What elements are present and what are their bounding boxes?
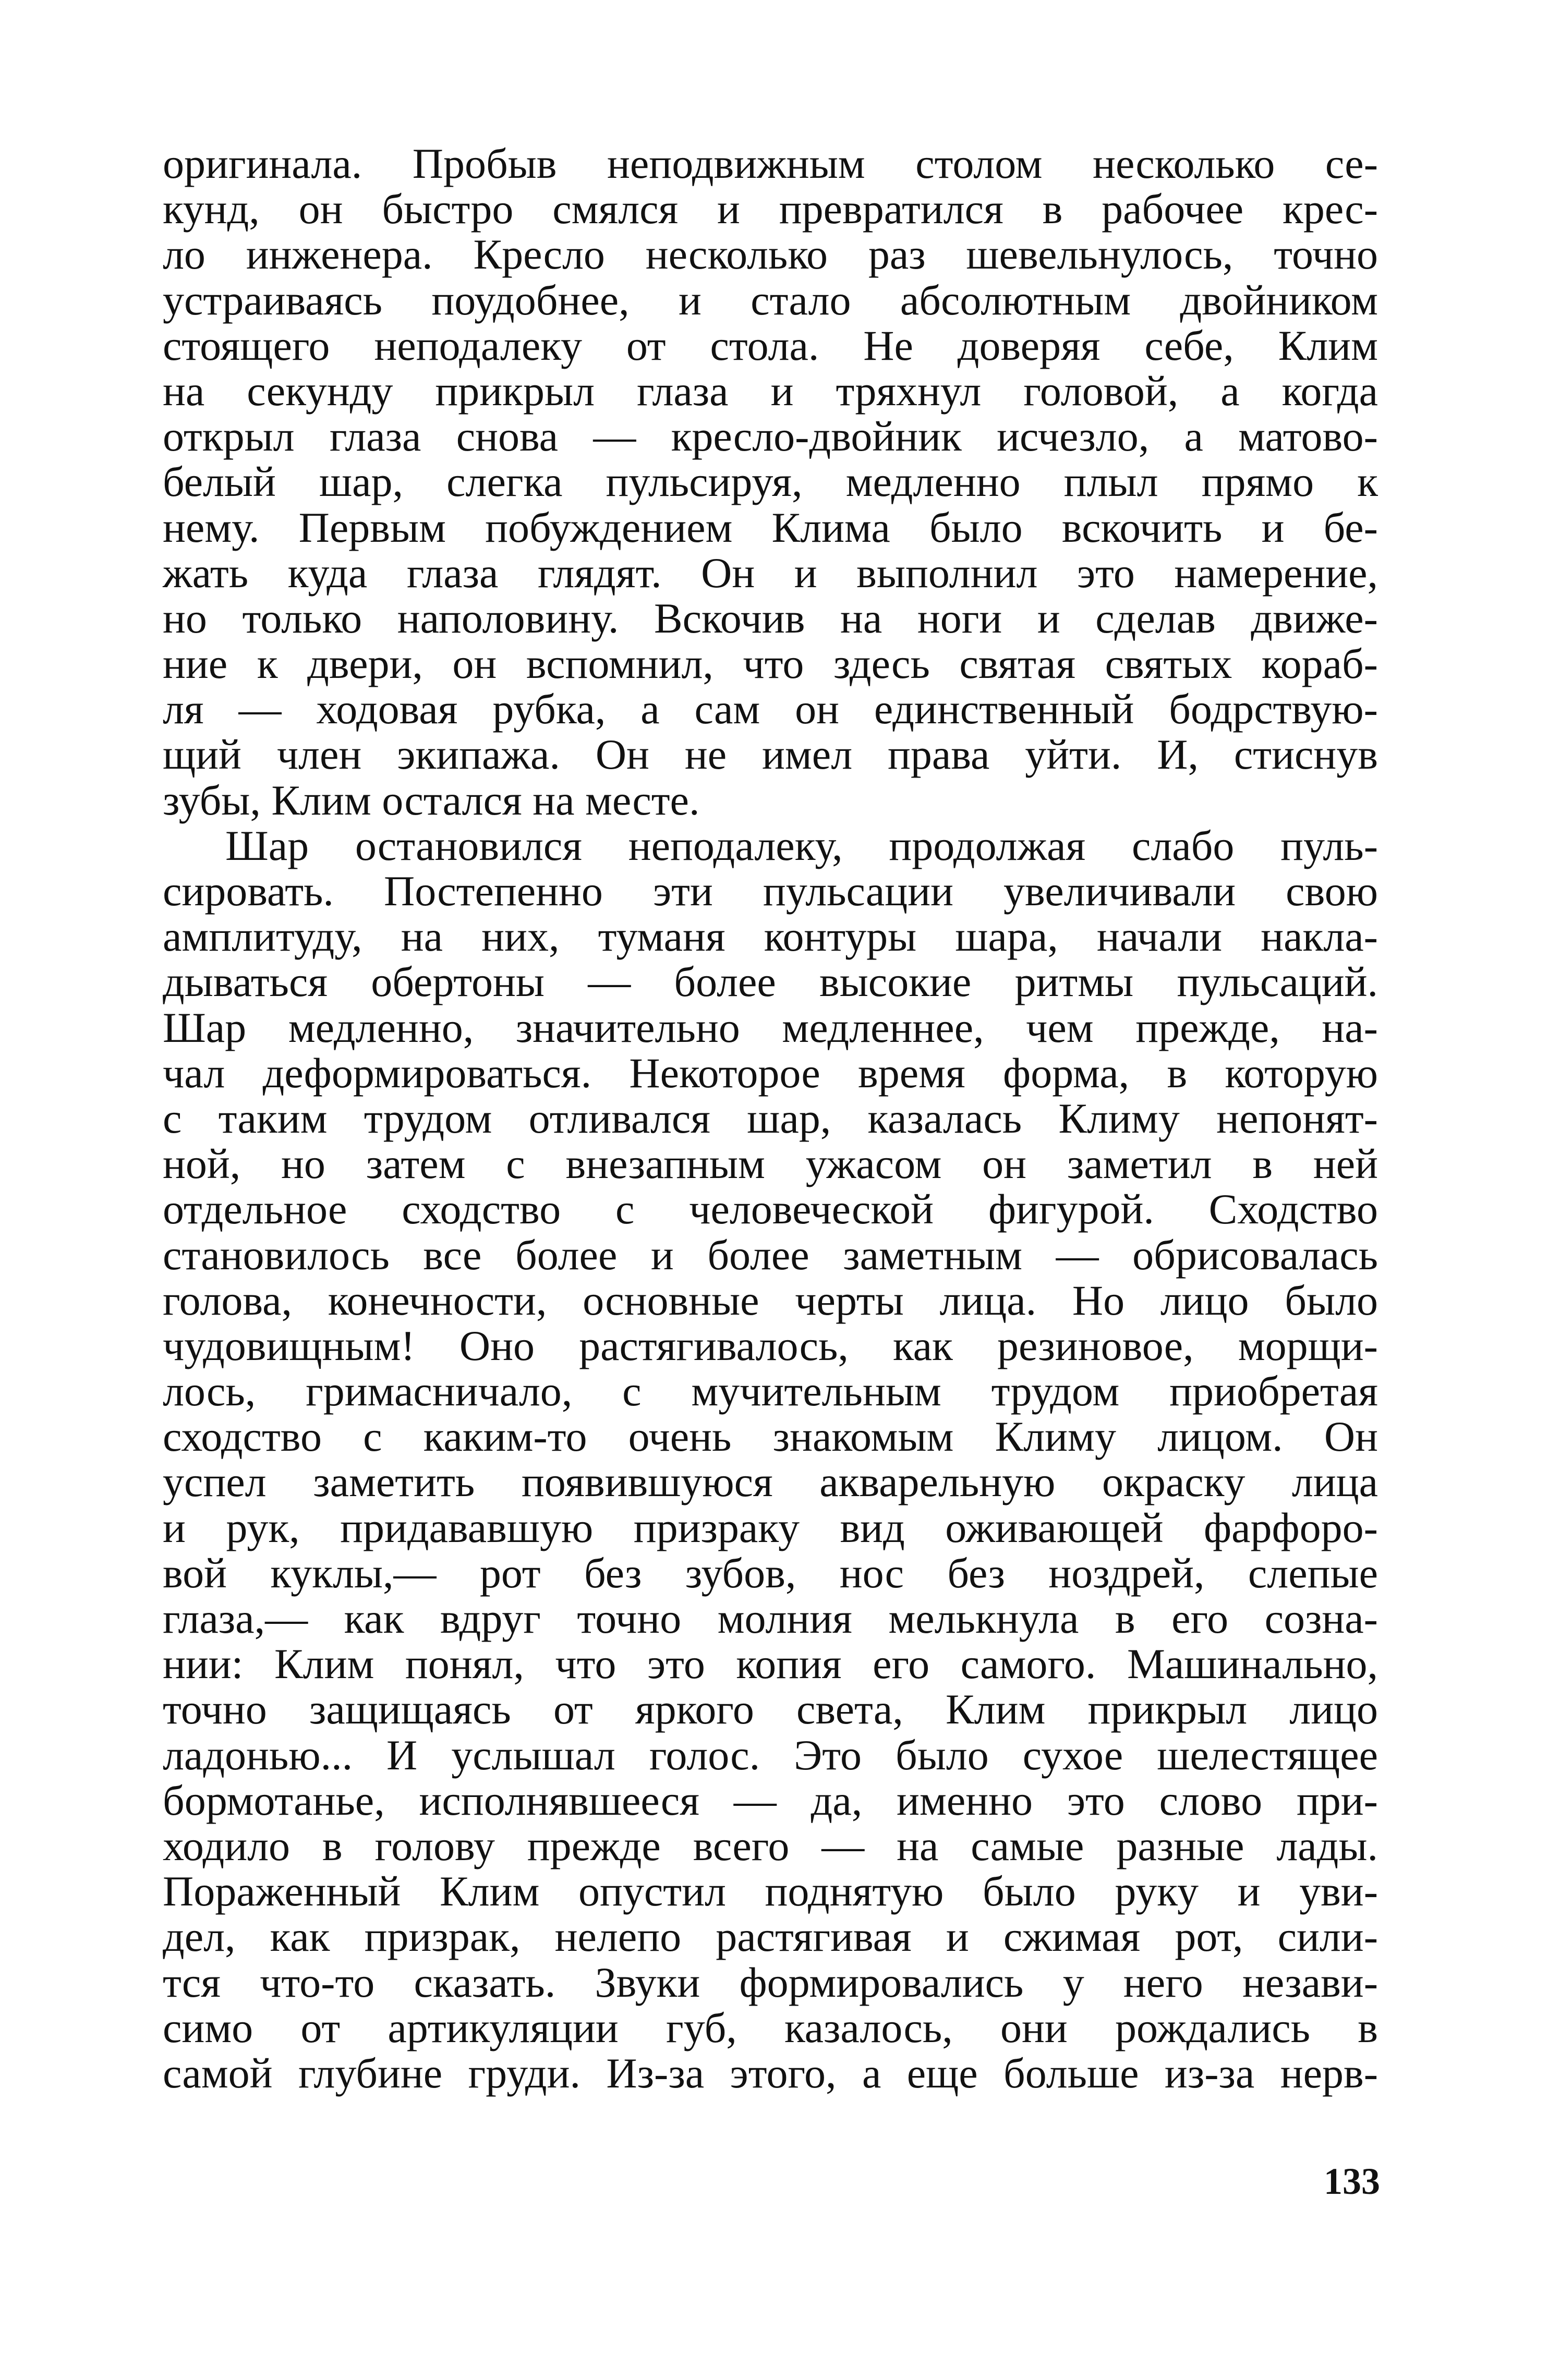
paragraph-2 <box>163 823 1378 2096</box>
text-line: дываться обертоны — более высокие ритмы пульсаций. <box>163 958 1378 1006</box>
text-line: зубы, Клим остался на месте. <box>163 776 700 824</box>
text-line: жать куда глаза глядят. Он и выполнил это намерение, <box>163 549 1378 597</box>
text-line: оригинала. Пробыв неподвижным столом несколько се- <box>163 140 1378 187</box>
text-line: с таким трудом отливался шар, казалась Климу непонят- <box>163 1094 1378 1142</box>
text-line: вой куклы,— рот без зубов, нос без ноздрей, слепые <box>163 1549 1378 1597</box>
text-line: щий член экипажа. Он не имел права уйти. И, стиснув <box>163 731 1378 779</box>
text-line: лось, гримасничало, с мучительным трудом приобретая <box>163 1367 1378 1415</box>
text-line: успел заметить появившуюся акварельную окраску лица <box>163 1458 1378 1506</box>
text-line: нии: Клим понял, что это копия его самого. Машинально, <box>163 1640 1378 1688</box>
text-line: ходило в голову прежде всего — на самые разные лады. <box>163 1822 1378 1869</box>
text-line: ладонью... И услышал голос. Это было сухое шелестящее <box>163 1731 1378 1779</box>
text-line: устраиваясь поудобнее, и стало абсолютным двойником <box>163 276 1378 324</box>
text-line: амплитуду, на них, туманя контуры шара, начали накла- <box>163 913 1378 961</box>
text-line: сировать. Постепенно эти пульсации увеличивали свою <box>163 867 1378 915</box>
text-line: чудовищным! Оно растягивалось, как резиновое, морщи- <box>163 1321 1378 1369</box>
text-line: дел, как призрак, нелепо растягивая и сжимая рот, сили- <box>163 1913 1378 1961</box>
text-line: бормотанье, исполнявшееся — да, именно это слово при- <box>163 1776 1378 1824</box>
text-line: нему. Первым побуждением Клима было вскочить и бе- <box>163 503 1378 551</box>
page-number: 133 <box>1324 2160 1380 2202</box>
text-line: отдельное сходство с человеческой фигурой. Сходство <box>163 1185 1378 1233</box>
text-line: на секунду прикрыл глаза и тряхнул головой, а когда <box>163 367 1378 415</box>
paragraph-1 <box>163 141 1378 823</box>
text-line: Пораженный Клим опустил поднятую было руку и уви- <box>163 1867 1378 1915</box>
text-line: чал деформироваться. Некоторое время форма, в которую <box>163 1049 1378 1097</box>
text-line: симо от артикуляции губ, казалось, они рождались в <box>163 2003 1378 2051</box>
text-line: стоящего неподалеку от стола. Не доверяя себе, Клим <box>163 321 1378 369</box>
text-line: Шар остановился неподалеку, продолжая слабо пуль- <box>225 821 1378 869</box>
text-line: точно защищаясь от яркого света, Клим прикрыл лицо <box>163 1685 1378 1733</box>
text-line: открыл глаза снова — кресло-двойник исчезло, а матово- <box>163 412 1378 460</box>
text-line: ной, но затем с внезапным ужасом он заметил в ней <box>163 1140 1378 1188</box>
text-line: голова, конечности, основные черты лица. Но лицо было <box>163 1276 1378 1324</box>
text-line: ние к двери, он вспомнил, что здесь святая святых кораб- <box>163 640 1378 688</box>
body-text <box>163 141 1378 2096</box>
text-line: сходство с каким-то очень знакомым Климу лицом. Он <box>163 1413 1378 1461</box>
text-line: становилось все более и более заметным — обрисовалась <box>163 1231 1378 1279</box>
text-line: белый шар, слегка пульсируя, медленно плыл прямо к <box>163 458 1378 506</box>
text-line: самой глубине груди. Из-за этого, а еще больше из-за нерв- <box>163 2049 1378 2097</box>
text-line: ло инженера. Кресло несколько раз шевельнулось, точно <box>163 230 1378 278</box>
text-line: и рук, придававшую призраку вид оживающей фарфоро- <box>163 1503 1378 1551</box>
text-line: глаза,— как вдруг точно молния мелькнула в его созна- <box>163 1595 1378 1642</box>
text-line: Шар медленно, значительно медленнее, чем прежде, на- <box>163 1003 1378 1051</box>
text-line: но только наполовину. Вскочив на ноги и сделав движе- <box>163 594 1378 642</box>
text-line: тся что-то сказать. Звуки формировались у него незави- <box>163 1958 1378 2006</box>
text-line: кунд, он быстро смялся и превратился в рабочее крес- <box>163 185 1378 233</box>
text-line: ля — ходовая рубка, а сам он единственный бодрствую- <box>163 685 1378 733</box>
